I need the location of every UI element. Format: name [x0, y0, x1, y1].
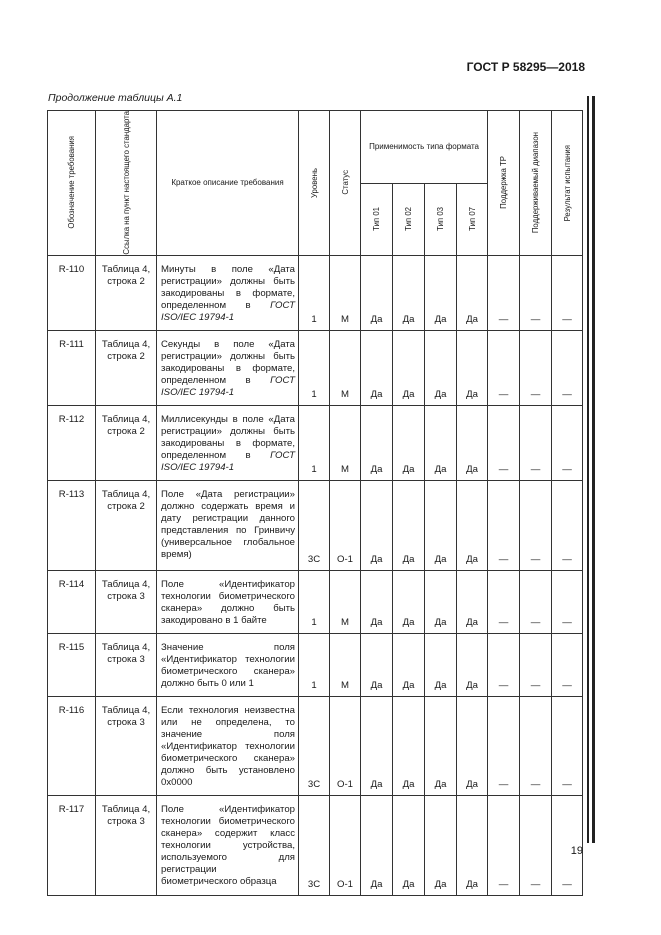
type01-value: Да [361, 696, 393, 795]
type03-value: Да [425, 696, 457, 795]
type02-value: Да [393, 330, 425, 405]
range-value: — [520, 330, 552, 405]
type03-value: Да [425, 795, 457, 895]
requirement-description: Поле «Идентификатор технологии биометрического сканера» содержит класс технологии устройства, используемого для регистрации биометрического образца [157, 795, 299, 895]
result-value: — [552, 696, 583, 795]
col-type02: Тип 02 [393, 184, 425, 256]
type02-value: Да [393, 570, 425, 633]
table-caption: Продолжение таблицы А.1 [48, 92, 183, 104]
col-type03: Тип 03 [425, 184, 457, 256]
col-applicability: Применимость типа формата [361, 111, 488, 184]
col-range: Поддерживаемый диапазон [520, 111, 552, 256]
type02-value: Да [393, 633, 425, 696]
col-status: Статус [330, 111, 361, 256]
col-result: Результат испытания [552, 111, 583, 256]
tr-support-value: — [488, 795, 520, 895]
result-value: — [552, 405, 583, 480]
range-value: — [520, 570, 552, 633]
table-row [48, 330, 583, 405]
type07-value: Да [457, 405, 488, 480]
result-value: — [552, 795, 583, 895]
table-row [48, 405, 583, 480]
type07-value: Да [457, 255, 488, 330]
requirement-description: Если технология неизвестна или не определена, то значение поля «Идентификатор технологии биометрического сканера» должно быть установлено 0x0000 [157, 696, 299, 795]
level-value: 1 [299, 330, 330, 405]
range-value: — [520, 480, 552, 570]
type07-value: Да [457, 633, 488, 696]
range-value: — [520, 696, 552, 795]
margin-bar [587, 96, 589, 843]
requirement-id: R-117 [48, 795, 96, 895]
requirements-table [47, 110, 583, 896]
type01-value: Да [361, 633, 393, 696]
type01-value: Да [361, 795, 393, 895]
result-value: — [552, 570, 583, 633]
col-reference: Ссылка на пункт настоящего стандарта [96, 111, 157, 256]
margin-bar [592, 96, 595, 843]
requirement-description: Минуты в поле «Дата регистрации» должны быть закодированы в формате, определенном в ГОСТ ISO/IEC 19794-1 [157, 255, 299, 330]
page-number: 19 [570, 845, 583, 857]
status-value: М [330, 405, 361, 480]
col-level: Уровень [299, 111, 330, 256]
type01-value: Да [361, 480, 393, 570]
tr-support-value: — [488, 480, 520, 570]
type03-value: Да [425, 330, 457, 405]
table-row [48, 696, 583, 795]
type07-value: Да [457, 570, 488, 633]
level-value: 1 [299, 570, 330, 633]
level-value: 1 [299, 405, 330, 480]
status-value: О-1 [330, 480, 361, 570]
requirement-id: R-114 [48, 570, 96, 633]
type01-value: Да [361, 405, 393, 480]
tr-support-value: — [488, 696, 520, 795]
status-value: М [330, 330, 361, 405]
col-description: Краткое описание требования [157, 111, 299, 256]
document-header: ГОСТ Р 58295—2018 [466, 60, 585, 74]
result-value: — [552, 480, 583, 570]
standard-reference: ГОСТ ISO/IEC 19794-1 [161, 449, 295, 473]
requirement-reference: Таблица 4, строка 2 [96, 330, 157, 405]
type02-value: Да [393, 696, 425, 795]
range-value: — [520, 255, 552, 330]
level-value: 3С [299, 480, 330, 570]
range-value: — [520, 795, 552, 895]
requirement-reference: Таблица 4, строка 3 [96, 633, 157, 696]
table-row [48, 633, 583, 696]
type03-value: Да [425, 255, 457, 330]
type03-value: Да [425, 570, 457, 633]
level-value: 1 [299, 255, 330, 330]
requirement-id: R-113 [48, 480, 96, 570]
requirement-id: R-111 [48, 330, 96, 405]
tr-support-value: — [488, 633, 520, 696]
requirement-id: R-116 [48, 696, 96, 795]
tr-support-value: — [488, 255, 520, 330]
range-value: — [520, 405, 552, 480]
col-tr-support: Поддержка ТР [488, 111, 520, 256]
tr-support-value: — [488, 570, 520, 633]
requirement-id: R-112 [48, 405, 96, 480]
range-value: — [520, 633, 552, 696]
level-value: 3С [299, 696, 330, 795]
tr-support-value: — [488, 405, 520, 480]
result-value: — [552, 633, 583, 696]
level-value: 3С [299, 795, 330, 895]
table-row [48, 480, 583, 570]
requirement-description: Поле «Идентификатор технологии биометрического сканера» должно быть закодировано в 1 байте [157, 570, 299, 633]
type07-value: Да [457, 480, 488, 570]
result-value: — [552, 330, 583, 405]
standard-reference: ГОСТ ISO/IEC 19794-1 [161, 299, 295, 323]
table-row [48, 570, 583, 633]
col-type01: Тип 01 [361, 184, 393, 256]
status-value: О-1 [330, 795, 361, 895]
requirement-description: Значение поля «Идентификатор технологии биометрического сканера» должно быть 0 или 1 [157, 633, 299, 696]
requirement-id: R-115 [48, 633, 96, 696]
type02-value: Да [393, 255, 425, 330]
level-value: 1 [299, 633, 330, 696]
type02-value: Да [393, 795, 425, 895]
type03-value: Да [425, 405, 457, 480]
requirement-id: R-110 [48, 255, 96, 330]
requirement-description: Секунды в поле «Дата регистрации» должны быть закодированы в формате, определенном в ГОСТ ISO/IEC 19794-1 [157, 330, 299, 405]
type03-value: Да [425, 480, 457, 570]
requirement-reference: Таблица 4, строка 3 [96, 696, 157, 795]
requirement-reference: Таблица 4, строка 2 [96, 480, 157, 570]
status-value: М [330, 255, 361, 330]
requirement-reference: Таблица 4, строка 3 [96, 795, 157, 895]
type01-value: Да [361, 570, 393, 633]
type02-value: Да [393, 405, 425, 480]
result-value: — [552, 255, 583, 330]
type07-value: Да [457, 696, 488, 795]
requirement-reference: Таблица 4, строка 2 [96, 405, 157, 480]
requirement-description: Поле «Дата регистрации» должно содержать время и дату регистрации данного представления по Гринвичу (универсальное глобальное время) [157, 480, 299, 570]
col-type07: Тип 07 [457, 184, 488, 256]
type02-value: Да [393, 480, 425, 570]
requirement-reference: Таблица 4, строка 2 [96, 255, 157, 330]
status-value: О-1 [330, 696, 361, 795]
type07-value: Да [457, 330, 488, 405]
standard-reference: ГОСТ ISO/IEC 19794-1 [161, 374, 295, 398]
table-row [48, 255, 583, 330]
type01-value: Да [361, 255, 393, 330]
type01-value: Да [361, 330, 393, 405]
requirement-description: Миллисекунды в поле «Дата регистрации» должны быть закодированы в формате, определенном в ГОСТ ISO/IEC 19794-1 [157, 405, 299, 480]
col-designation: Обозначение требования [48, 111, 96, 256]
status-value: М [330, 633, 361, 696]
tr-support-value: — [488, 330, 520, 405]
table-row [48, 795, 583, 895]
type07-value: Да [457, 795, 488, 895]
type03-value: Да [425, 633, 457, 696]
status-value: М [330, 570, 361, 633]
requirement-reference: Таблица 4, строка 3 [96, 570, 157, 633]
